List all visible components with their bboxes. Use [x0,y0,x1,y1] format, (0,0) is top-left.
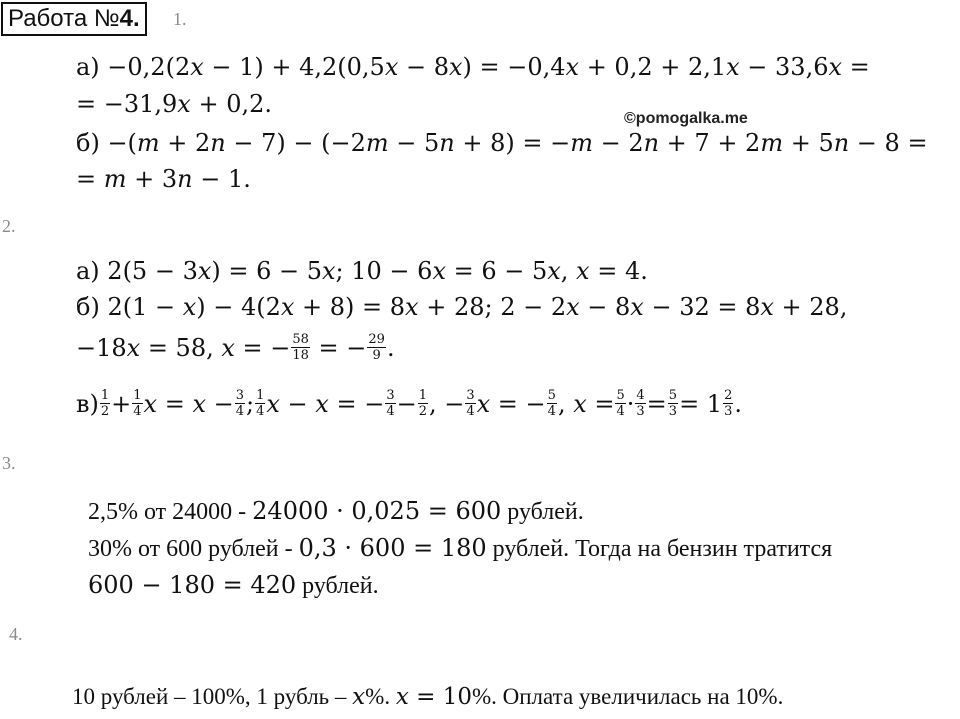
task1-b-line1: б) −(𝑚 + 2𝑛 − 7) − (−2𝑚 − 5𝑛 + 8) = −𝑚 − 2𝑛 + 7 + 2𝑚 + 5𝑛 − 8 = [76,129,928,157]
task3-text: рублей. [296,573,379,599]
title-prefix: Работа № [8,5,120,32]
fraction [465,388,475,419]
fraction [668,388,678,419]
task3-line1 [88,496,584,527]
task2-v-text: 𝑥 = 𝑥 − [143,390,234,418]
task3-text: рублей. Тогда на бензин тратится [486,536,833,562]
task3-line3 [88,570,379,601]
fraction [291,332,310,363]
fraction-denominator: 3 [724,404,733,419]
fraction [235,388,245,419]
task3-text: рублей. [501,499,584,525]
fraction-numerator: 1 [100,388,110,403]
task2-b-text: −18𝑥 = 58, 𝑥 = − [76,334,291,362]
task4-math: 𝑥 = 10 [395,684,472,710]
task2-v-line [76,389,742,421]
task2-v-text: = 1 [679,390,723,418]
task2-v-text: − [396,390,417,418]
fraction [615,388,625,419]
task1-a-line1: а) −0,2(2𝑥 − 1) + 4,2(0,5𝑥 − 8𝑥) = −0,4𝑥 + 0,2 + 2,1𝑥 − 33,6𝑥 = [76,53,870,81]
fraction-denominator: 4 [616,404,625,419]
fraction [132,388,142,419]
task4-text: %. Оплата увеличилась на 10%. [471,684,784,709]
fraction [367,332,386,363]
fraction-denominator: 4 [386,404,395,419]
page-title [1,2,147,36]
task3-math: 24000 · 0,025 = 600 [252,497,502,525]
task1-number: 1. [173,9,187,29]
task2-v-text: , − [428,390,465,418]
task2-a-line: а) 2(5 − 3𝑥) = 6 − 5𝑥; 10 − 6𝑥 = 6 − 5𝑥, 𝑥 = 4. [76,257,648,285]
task4-math: 𝑥 [352,684,366,710]
task2-v-text: , 𝑥 = [557,390,615,418]
fraction-denominator: 4 [256,404,265,419]
fraction-numerator: 3 [386,388,395,403]
task2-v-text: · [626,390,635,418]
fraction-denominator: 3 [668,404,678,419]
task2-b-line2 [76,333,395,365]
task3-line2 [88,533,832,564]
task2-v-text: 𝑥 = − [476,390,546,418]
fraction-denominator: 9 [372,348,381,363]
fraction-numerator: 2 [724,388,733,403]
task2-b-text: = − [310,334,367,362]
fraction-denominator: 4 [133,404,142,419]
task4-text: 10 рублей – 100%, 1 рубль – [72,684,353,709]
fraction-denominator: 2 [418,404,427,419]
task3-math: 0,3 · 600 = 180 [298,534,487,562]
fraction-numerator: 1 [133,388,142,403]
fraction [547,388,557,419]
task2-v-text: = [646,390,667,418]
fraction [635,388,645,419]
task3-text: 30% от 600 рублей - [88,536,299,562]
fraction-numerator: 3 [235,388,245,403]
task2-v-label: в) [76,390,99,418]
fraction [385,388,395,419]
fraction-numerator: 29 [368,332,385,347]
fraction-denominator: 18 [292,348,309,363]
task3-number: 3. [2,453,16,473]
task4-number: 4. [9,624,23,644]
watermark: ©pomogalka.me [624,110,748,127]
task2-v-text: 𝑥 − 𝑥 = − [266,390,385,418]
task2-v-text: + [111,390,132,418]
task1-b-line2: = 𝑚 + 3𝑛 − 1. [76,165,251,193]
fraction-denominator: 4 [235,404,245,419]
task3-math: 600 − 180 = 420 [88,571,297,599]
task4-text: %. [365,684,396,709]
title-number: 4. [119,5,140,32]
fraction [255,388,265,419]
fraction-denominator: 4 [466,404,475,419]
fraction-numerator: 58 [292,332,309,347]
fraction-denominator: 2 [100,404,110,419]
fraction [100,388,110,419]
task1-a-line2: = −31,9𝑥 + 0,2. [76,90,272,118]
fraction-numerator: 3 [466,388,475,403]
fraction-numerator: 4 [636,388,645,403]
fraction-denominator: 3 [636,404,645,419]
fraction [723,388,733,419]
fraction-denominator: 4 [547,404,556,419]
fraction-numerator: 5 [616,388,625,403]
fraction-numerator: 1 [256,388,265,403]
task2-v-text: ; [246,390,255,418]
fraction-numerator: 5 [668,388,678,403]
fraction [418,388,428,419]
fraction-numerator: 1 [418,388,427,403]
task2-b-line1: б) 2(1 − 𝑥) − 4(2𝑥 + 8) = 8𝑥 + 28; 2 − 2𝑥 − 8𝑥 − 32 = 8𝑥 + 28, [76,293,848,321]
task4-line [72,682,783,712]
task2-v-text: . [734,390,742,418]
fraction-numerator: 5 [547,388,556,403]
task2-number: 2. [2,216,16,236]
task3-text: 2,5% от 24000 - [88,499,253,525]
task2-b-text: . [386,334,395,362]
